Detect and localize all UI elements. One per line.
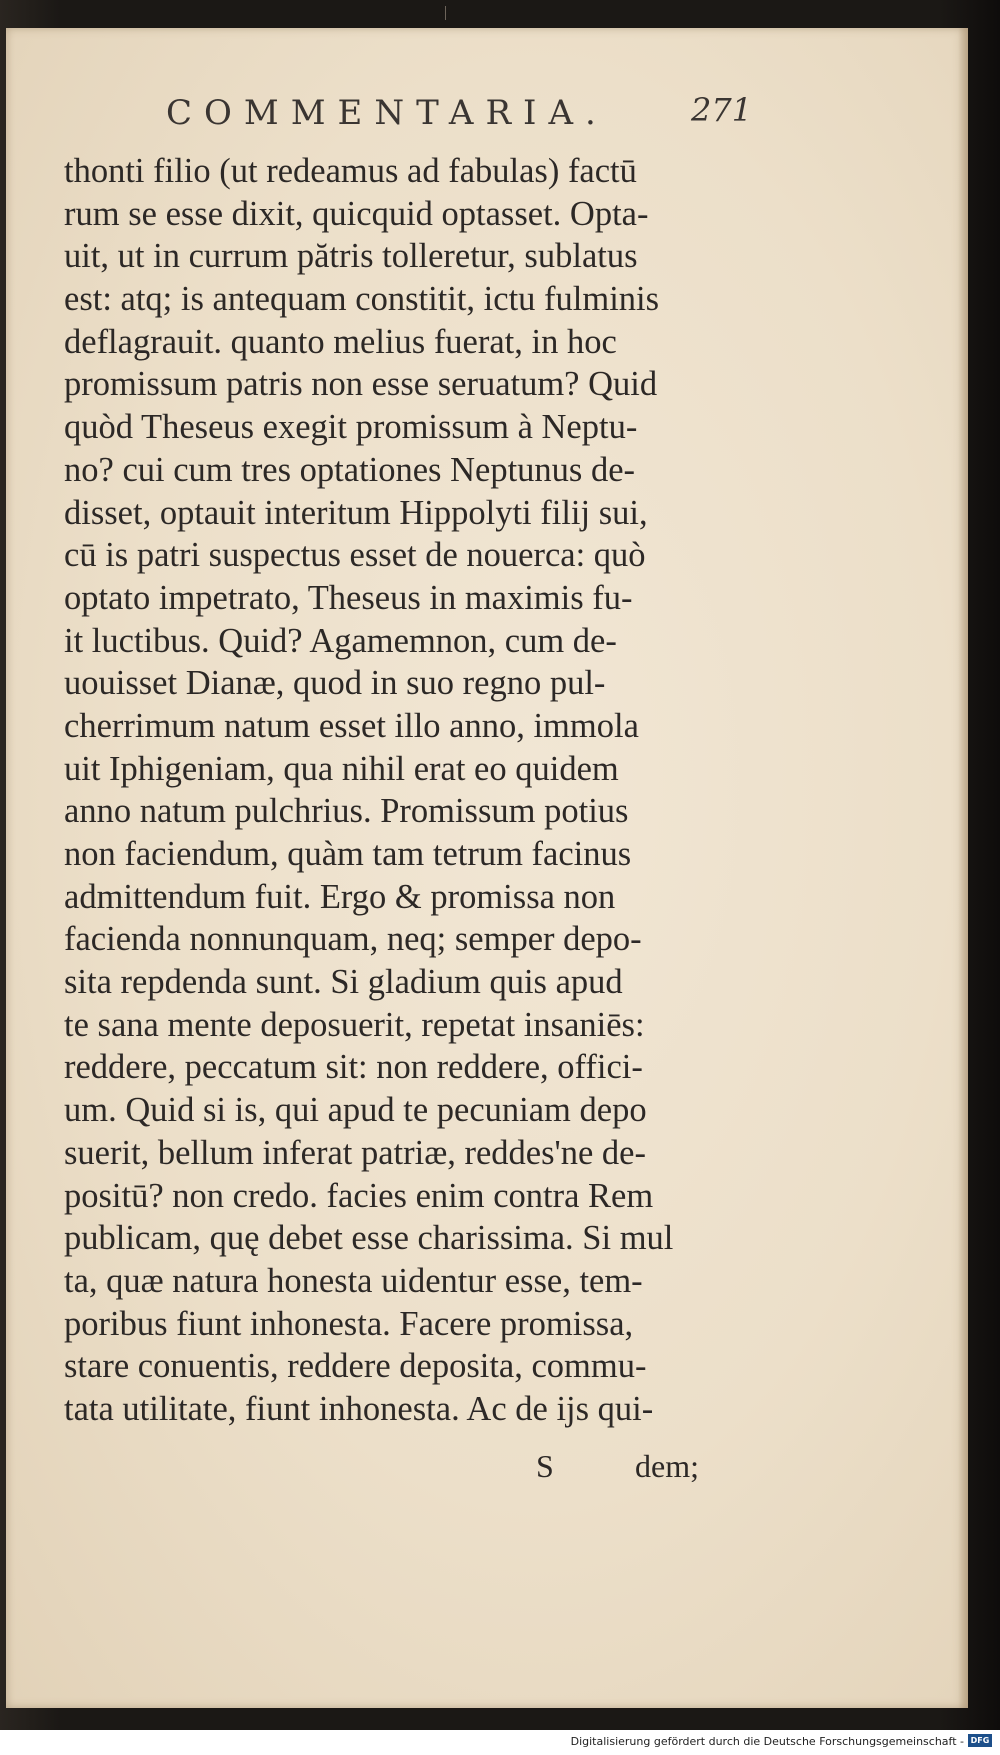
text-line: admittendum fuit. Ergo & promissa non	[64, 877, 616, 916]
text-line: te sana mente deposuerit, repetat insaniēs:	[64, 1005, 645, 1044]
text-line: disset, optauit interitum Hippolyti filij sui,	[64, 493, 648, 532]
page-edge-shadow	[958, 28, 968, 1708]
text-line: positū? non credo. facies enim contra Rem	[64, 1176, 654, 1215]
text-line: cū is patri suspectus esset de nouerca: quò	[64, 536, 646, 575]
book-page	[6, 28, 968, 1708]
running-head: COMMENTARIA.	[166, 93, 608, 133]
text-line: ta, quæ natura honesta uidentur esse, tem-	[64, 1261, 643, 1300]
text-line: uouisset Dianæ, quod in suo regno pul-	[64, 664, 606, 703]
funding-credit: Digitalisierung gefördert durch die Deutsche Forschungsgemeinschaft -	[570, 1735, 964, 1748]
text-line: poribus fiunt inhonesta. Facere promissa,	[64, 1304, 634, 1343]
text-line: sita repdenda sunt. Si gladium quis apud	[64, 963, 623, 1002]
catchword: dem;	[635, 1448, 699, 1484]
text-line: uit Iphigeniam, qua nihil erat eo quidem	[64, 749, 619, 788]
text-line: optato impetrato, Theseus in maximis fu-	[64, 578, 633, 617]
text-line: reddere, peccatum sit: non reddere, offici-	[64, 1048, 643, 1087]
text-line: est: atq; is antequam constitit, ictu fulminis	[64, 280, 660, 319]
text-line: suerit, bellum inferat patriæ, reddes'ne de-	[64, 1133, 646, 1172]
gutter-mark	[445, 6, 446, 20]
text-line: no? cui cum tres optationes Neptunus de-	[64, 450, 636, 489]
text-line: uit, ut in currum pătris tolleretur, sublatus	[64, 237, 638, 276]
text-line: it luctibus. Quid? Agamemnon, cum de-	[64, 621, 617, 660]
text-line: promissum patris non esse seruatum? Quid	[64, 365, 658, 404]
text-line: publicam, quę debet esse charissima. Si mul	[64, 1219, 674, 1258]
page-number: 271	[691, 91, 753, 129]
text-line: um. Quid si is, qui apud te pecuniam depo	[64, 1091, 647, 1130]
text-line: thonti filio (ut redeamus ad fabulas) factū	[64, 152, 637, 190]
text-line: non faciendum, quàm tam tetrum facinus	[64, 835, 632, 873]
signature-mark: S	[536, 1448, 554, 1484]
text-line: deflagrauit. quanto melius fuerat, in hoc	[64, 322, 617, 361]
dfg-logo: DFG	[968, 1734, 992, 1747]
text-line: stare conuentis, reddere deposita, commu-	[64, 1347, 647, 1386]
text-line: quòd Theseus exegit promissum à Neptu-	[64, 408, 638, 447]
text-line: facienda nonnunquam, neq; semper depo-	[64, 920, 642, 959]
body-text	[64, 150, 744, 1431]
text-line: rum se esse dixit, quicquid optasset. Opta-	[64, 194, 649, 233]
text-line: tata utilitate, fiunt inhonesta. Ac de ijs qui-	[64, 1389, 654, 1428]
text-line: cherrimum natum esset illo anno, immola	[64, 706, 639, 745]
text-line: anno natum pulchrius. Promissum potius	[64, 792, 629, 831]
